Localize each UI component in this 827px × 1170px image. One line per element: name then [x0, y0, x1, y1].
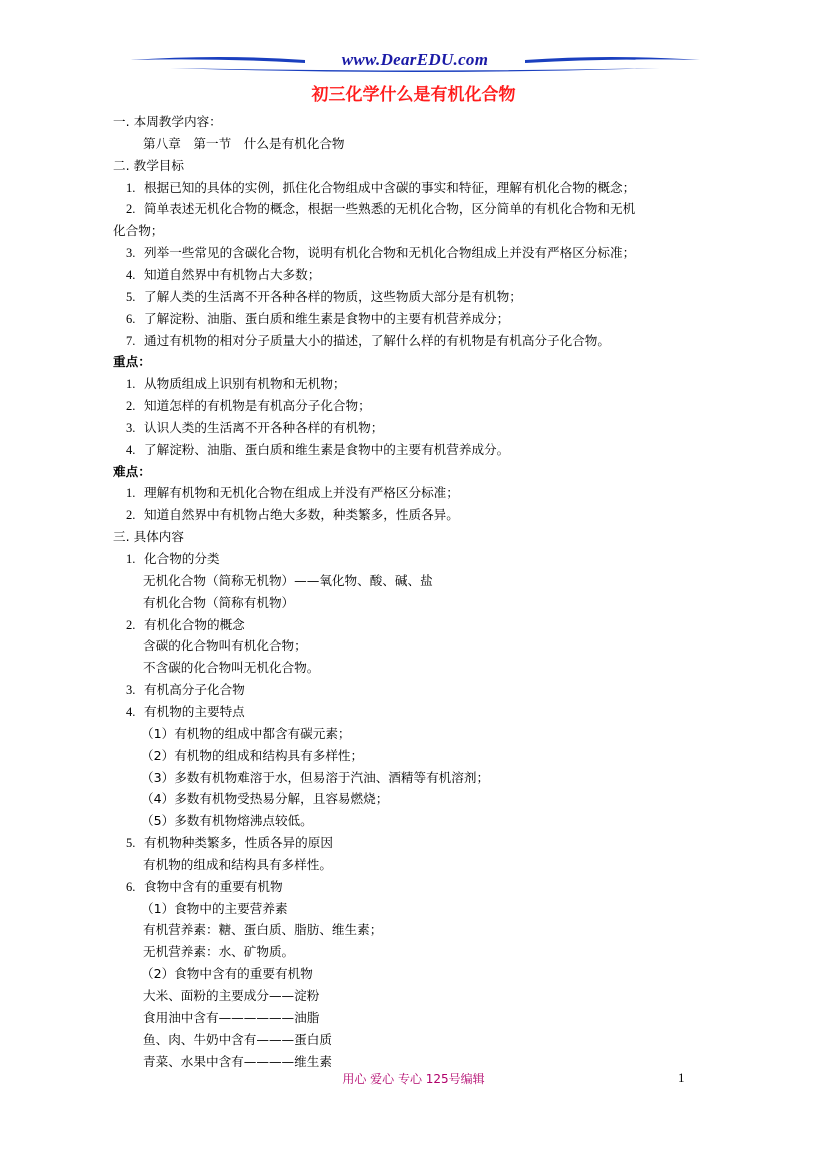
item-number: 7. — [126, 333, 136, 348]
item-text: 认识人类的生活离不开各种各样的有机物； — [144, 419, 384, 435]
item-text: 无机营养素：水、矿物质。 — [143, 944, 295, 960]
item-text: （3）多数有机物难溶于水，但易溶于汽油、酒精等有机溶剂； — [141, 769, 490, 785]
section-heading: 一. 本周教学内容： — [113, 114, 222, 129]
content-line — [143, 1031, 332, 1049]
page-number: 1 — [678, 1070, 685, 1085]
item-text: 食用油中含有——————油脂 — [143, 1009, 320, 1025]
section-heading: 二. 教学目标 — [113, 157, 184, 173]
item-number: 5. — [126, 289, 136, 304]
content-line — [143, 1009, 319, 1027]
content-line — [143, 987, 319, 1005]
key-heading: 重点： — [113, 354, 151, 370]
content-line — [126, 550, 220, 568]
section-heading: 三. 具体内容 — [113, 529, 184, 545]
item-text: （2）有机物的组成和结构具有多样性； — [141, 747, 364, 763]
content-line — [143, 943, 294, 961]
content-line — [143, 856, 332, 874]
content-line — [126, 834, 333, 852]
item-number: 2. — [126, 399, 136, 414]
item-text: 有机物的组成和结构具有多样性。 — [143, 856, 332, 872]
document-title: 初三化学什么是有机化合物 — [311, 85, 516, 105]
item-text: （5）多数有机物熔沸点较低。 — [141, 813, 313, 829]
goal-item — [126, 288, 522, 306]
item-text: 有机物的主要特点 — [144, 703, 245, 719]
item-number: 2. — [126, 617, 136, 632]
content-line — [126, 703, 245, 721]
goal-item — [126, 200, 635, 218]
item-number: 2. — [126, 508, 136, 523]
site-url[interactable]: www.DearEDU.com — [341, 50, 489, 69]
goal-item — [126, 332, 610, 350]
key-point-item — [126, 397, 371, 415]
content-line — [143, 594, 294, 612]
site-banner — [130, 46, 700, 78]
item-number: 1. — [126, 377, 136, 392]
item-text: 含碳的化合物叫有机化合物； — [143, 638, 307, 654]
item-text: 了解淀粉、油脂、蛋白质和维生素是食物中的主要有机营养成分； — [144, 310, 510, 326]
item-text: 不含碳的化合物叫无机化合物。 — [143, 660, 320, 676]
goal-item — [126, 244, 635, 262]
key-point-item — [126, 441, 509, 459]
item-text: 青菜、水果中含有————维生素 — [143, 1053, 332, 1069]
difficulty-item — [126, 506, 459, 524]
item-number: 1. — [126, 486, 136, 501]
item-text: （4）多数有机物受热易分解，且容易燃烧； — [141, 791, 389, 807]
goal-item — [126, 179, 635, 197]
item-text: 有机化合物的概念 — [144, 616, 245, 632]
item-number: 3. — [126, 683, 136, 698]
item-text: 从物质组成上识别有机物和无机物； — [144, 376, 346, 392]
item-text: 列举一些常见的含碳化合物，说明有机化合物和无机化合物组成上并没有严格区分标准； — [144, 245, 636, 261]
item-text: 通过有机物的相对分子质量大小的描述，了解什么样的有机物是有机高分子化合物。 — [144, 332, 610, 348]
item-number: 6. — [126, 879, 136, 894]
content-line — [141, 790, 388, 808]
item-number: 2. — [126, 202, 136, 217]
content-line — [126, 681, 245, 699]
goal-item — [126, 266, 320, 284]
item-text: 了解人类的生活离不开各种各样的物质，这些物质大部分是有机物； — [144, 288, 522, 304]
item-text: 鱼、肉、牛奶中含有———蛋白质 — [143, 1031, 332, 1047]
item-text: 根据已知的具体的实例，抓住化合物组成中含碳的事实和特征，理解有机化合物的概念； — [144, 179, 636, 195]
content-line — [141, 812, 313, 830]
content-line — [143, 572, 433, 590]
content-line — [143, 1053, 332, 1071]
content-line — [141, 725, 351, 743]
item-text: 有机物种类繁多，性质各异的原因 — [144, 835, 333, 851]
item-text: 化合物； — [113, 223, 164, 239]
content-line — [126, 878, 283, 896]
item-number: 5. — [126, 836, 136, 851]
item-number: 1. — [126, 180, 136, 195]
item-number: 3. — [126, 420, 136, 435]
item-number: 3. — [126, 246, 136, 261]
content-line — [143, 659, 319, 677]
section-text: 第八章 第一节 什么是有机化合物 — [143, 135, 345, 151]
item-text: 有机化合物（简称有机物） — [143, 594, 295, 610]
item-text: 食物中含有的重要有机物 — [144, 878, 283, 894]
item-text: 理解有机物和无机化合物在组成上并没有严格区分标准； — [144, 485, 459, 501]
item-text: 大米、面粉的主要成分——淀粉 — [143, 988, 320, 1003]
item-text: 无机化合物（简称无机物）——氧化物、酸、碱、盐 — [143, 572, 433, 588]
content-line — [141, 965, 313, 983]
item-number: 6. — [126, 311, 136, 326]
difficulty-heading: 难点： — [113, 463, 151, 479]
item-text: （2）食物中含有的重要有机物 — [141, 966, 313, 982]
item-text: （1）有机物的组成中都含有碳元素； — [141, 725, 351, 741]
key-point-item — [126, 375, 346, 393]
item-number: 4. — [126, 267, 136, 282]
key-point-item — [126, 419, 383, 437]
item-text: 简单表述无机化合物的概念，根据一些熟悉的无机化合物，区分简单的有机化合物和无机 — [144, 201, 636, 217]
item-number: 4. — [126, 704, 136, 719]
content-line — [141, 900, 288, 918]
goal-item — [113, 222, 163, 240]
item-number: 1. — [126, 552, 136, 566]
item-text: 有机高分子化合物 — [144, 682, 245, 698]
item-text: 知道怎样的有机物是有机高分子化合物； — [144, 398, 371, 414]
item-text: （1）食物中的主要营养素 — [141, 900, 288, 916]
item-number: 4. — [126, 442, 136, 457]
item-text: 有机营养素：糖、蛋白质、脂肪、维生素； — [143, 922, 383, 938]
item-text: 知道自然界中有机物占绝大多数，种类繁多，性质各异。 — [144, 507, 459, 523]
item-text: 了解淀粉、油脂、蛋白质和维生素是食物中的主要有机营养成分。 — [144, 441, 510, 457]
content-line — [141, 769, 489, 787]
difficulty-item — [126, 484, 459, 502]
content-line — [141, 747, 363, 765]
content-line — [143, 637, 307, 655]
content-line — [143, 921, 382, 939]
goal-item — [126, 310, 509, 328]
item-text: 知道自然界中有机物占大多数； — [144, 266, 321, 282]
footer-slogan: 用心 爱心 专心 125号编辑 — [342, 1072, 485, 1086]
item-text: 化合物的分类 — [144, 551, 220, 566]
content-line — [126, 616, 245, 634]
